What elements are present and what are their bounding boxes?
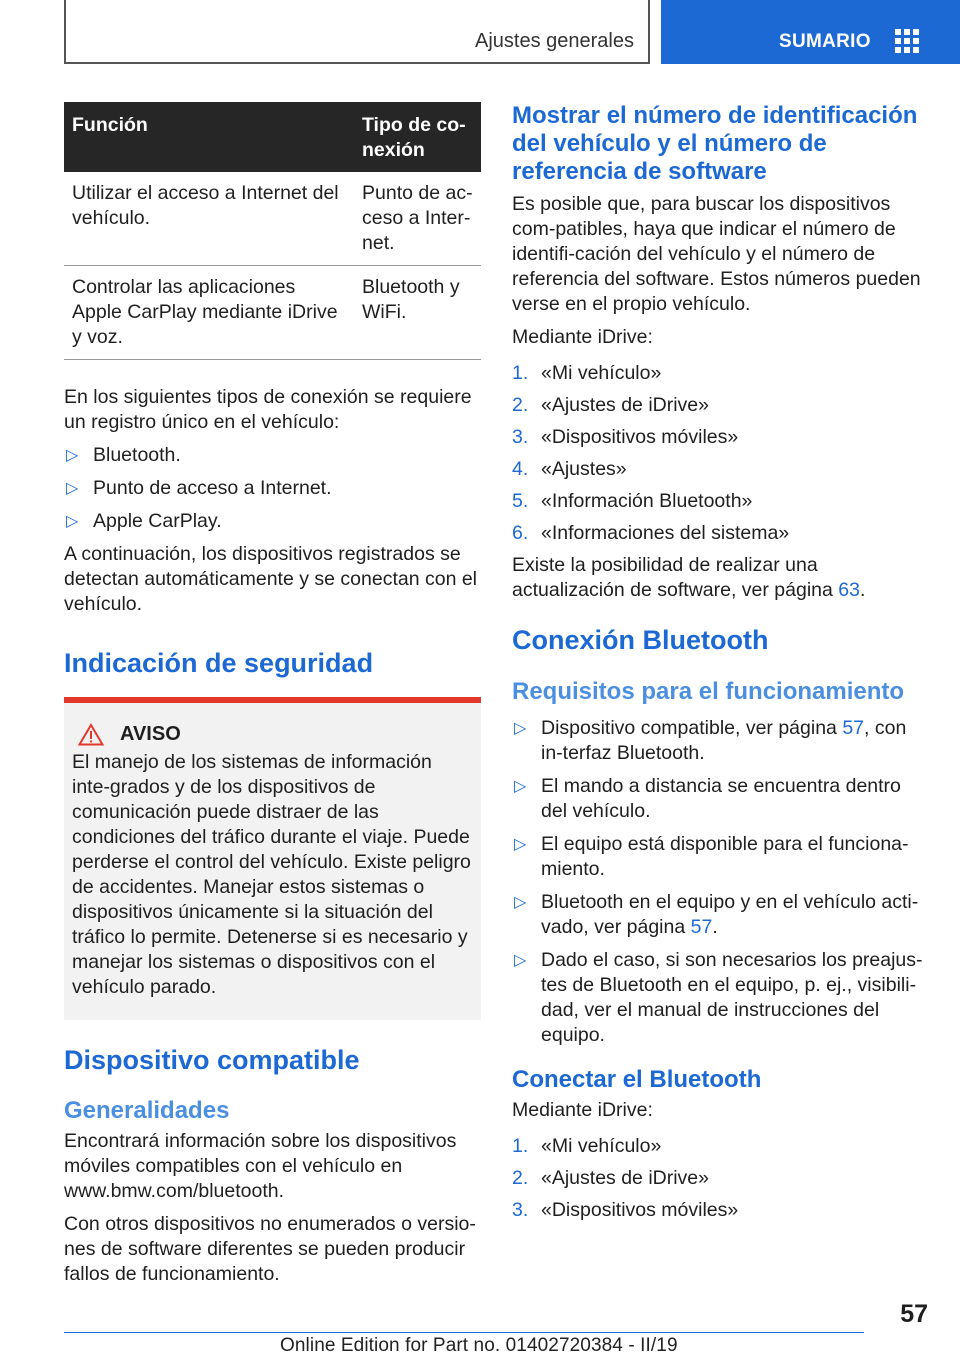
step-number: 6. (512, 522, 529, 544)
step-number: 4. (512, 458, 529, 480)
triangle-bullet-icon: ▷ (514, 894, 527, 911)
triangle-bullet-icon: ▷ (514, 952, 527, 969)
vin-steps (512, 361, 928, 546)
general-paragraph-1: Encontrará información sobre los dispositivos móviles compatibles con el vehículo en www.bmw.com/bluetooth. (64, 1130, 457, 1202)
list-item (512, 489, 928, 514)
list-item (512, 425, 928, 450)
warning-text: El manejo de los sistemas de información inte-grados y de los dispositivos de comunicación puede distraer de las condiciones del tráfico durante el viaje. Puede perderse el control del vehículo. Existe peligro de accidentes. Manejar estos sistemas o dispositivos únicamente si la situación del tráfico lo permite. Detenerse si es necesario y manejar los sistemas o dispositivos con el vehículo parado. (72, 751, 471, 998)
page-link-57[interactable]: 57 (842, 717, 865, 739)
page-link-57[interactable]: 57 (690, 916, 713, 938)
section-tab (64, 0, 650, 64)
step-text: «Mi vehículo» (541, 1135, 662, 1157)
list-item (512, 1134, 928, 1159)
requirements-heading: Requisitos para el funcionamiento (512, 678, 905, 705)
step-number: 3. (512, 1199, 529, 1221)
step-text: «Dispositivos móviles» (541, 426, 739, 448)
general-heading: Generalidades (64, 1097, 230, 1124)
list-item (512, 393, 928, 418)
list-item: ▷ Bluetooth en el equipo y en el vehículo acti-vado, ver página 57. (514, 891, 919, 938)
update-paragraph: Existe la posibilidad de realizar una actualización de software, ver página 63. (512, 554, 866, 601)
list-item: ▷ El equipo está disponible para el funciona-miento. (514, 833, 909, 880)
warning-box (64, 697, 481, 1020)
list-item (512, 1166, 928, 1191)
page-header (0, 0, 960, 66)
table-cell: Controlar las aplicaciones Apple CarPlay mediante iDrive y voz. (64, 266, 354, 360)
table-row (64, 266, 481, 360)
step-text: «Ajustes de iDrive» (541, 394, 709, 416)
triangle-bullet-icon: ▷ (514, 836, 527, 853)
section-title: Ajustes generales (475, 30, 634, 52)
table-header-row (64, 102, 481, 172)
vin-paragraph: Es posible que, para buscar los dispositivos com-patibles, haya que indicar el número de identifi-cación del vehículo y el número de referencia del software. Estos números pueden verse en el propio vehículo. (512, 193, 921, 315)
list-item (512, 521, 928, 546)
list-item: ▷ Dispositivo compatible, ver página 57, con in-terfaz Bluetooth. (514, 717, 907, 764)
table-row (64, 172, 481, 266)
bluetooth-heading: Conexión Bluetooth (512, 625, 769, 655)
table-cell: Utilizar el acceso a Internet del vehículo. (64, 172, 354, 266)
step-number: 2. (512, 394, 529, 416)
step-text: «Dispositivos móviles» (541, 1199, 739, 1221)
page-number: 57 (900, 1300, 928, 1328)
safety-heading: Indicación de seguridad (64, 648, 374, 678)
general-paragraph-2: Con otros dispositivos no enumerados o versio-nes de software diferentes se pueden producir fallos de funcionamiento. (64, 1213, 476, 1285)
edition-text: Online Edition for Part no. 01402720384 - II/19 (280, 1335, 678, 1356)
compatible-heading: Dispositivo compatible (64, 1045, 360, 1075)
list-item-text: Bluetooth. (93, 444, 181, 466)
triangle-bullet-icon: ▷ (66, 513, 79, 530)
connection-table (64, 102, 481, 360)
table-cell: Bluetooth y WiFi. (354, 266, 481, 360)
grid-icon (895, 29, 921, 53)
list-item (64, 443, 481, 468)
triangle-bullet-icon: ▷ (514, 778, 527, 795)
table-header-function: Función (64, 102, 354, 172)
step-number: 1. (512, 1135, 529, 1157)
list-item (512, 361, 928, 386)
table-cell: Punto de ac- ceso a Inter- net. (354, 172, 481, 266)
summary-button[interactable] (661, 0, 960, 64)
idrive-label: Mediante iDrive: (512, 326, 653, 348)
footer-divider (64, 1332, 864, 1333)
auto-connect-text: A continuación, los dispositivos registrados se detectan automáticamente y se conectan con el vehículo. (64, 543, 478, 615)
list-item: ▷ El mando a distancia se encuentra dentro del vehículo. (514, 775, 901, 822)
summary-label: SUMARIO (779, 31, 871, 52)
warning-triangle-icon (78, 723, 104, 746)
step-number: 1. (512, 362, 529, 384)
step-number: 3. (512, 426, 529, 448)
connect-heading: Conectar el Bluetooth (512, 1066, 762, 1093)
list-item-text: Punto de acceso a Internet. (93, 477, 332, 499)
page-link-63[interactable]: 63 (838, 579, 860, 601)
step-text: «Ajustes» (541, 458, 627, 480)
triangle-bullet-icon: ▷ (66, 447, 79, 464)
warning-title: AVISO (120, 723, 181, 745)
registration-intro: En los siguientes tipos de conexión se requiere un registro único en el vehículo: (64, 386, 472, 433)
left-column (64, 102, 481, 1287)
connect-steps (512, 1134, 928, 1223)
list-item (64, 476, 481, 501)
step-text: «Mi vehículo» (541, 362, 662, 384)
triangle-bullet-icon: ▷ (66, 480, 79, 497)
list-item-text: Apple CarPlay. (93, 510, 222, 532)
list-item (64, 509, 481, 534)
list-item: ▷ Dado el caso, si son necesarios los preajus-tes de Bluetooth en el equipo, p. ej., visibili-dad, ver el manual de instrucciones del equipo. (514, 949, 923, 1046)
step-text: «Ajustes de iDrive» (541, 1167, 709, 1189)
table-header-type: Tipo de co- nexión (354, 102, 481, 172)
list-item (512, 1198, 928, 1223)
triangle-bullet-icon: ▷ (514, 720, 527, 737)
vin-heading: Mostrar el número de identificación del vehículo y el número de referencia de software (512, 102, 918, 185)
step-text: «Información Bluetooth» (541, 490, 753, 512)
connection-type-list (64, 443, 481, 534)
requirements-list (512, 716, 928, 1048)
step-number: 2. (512, 1167, 529, 1189)
warning-header (72, 723, 473, 746)
step-number: 5. (512, 490, 529, 512)
right-column (512, 102, 928, 1230)
step-text: «Informaciones del sistema» (541, 522, 790, 544)
list-item (512, 457, 928, 482)
connect-idrive-label: Mediante iDrive: (512, 1099, 653, 1121)
